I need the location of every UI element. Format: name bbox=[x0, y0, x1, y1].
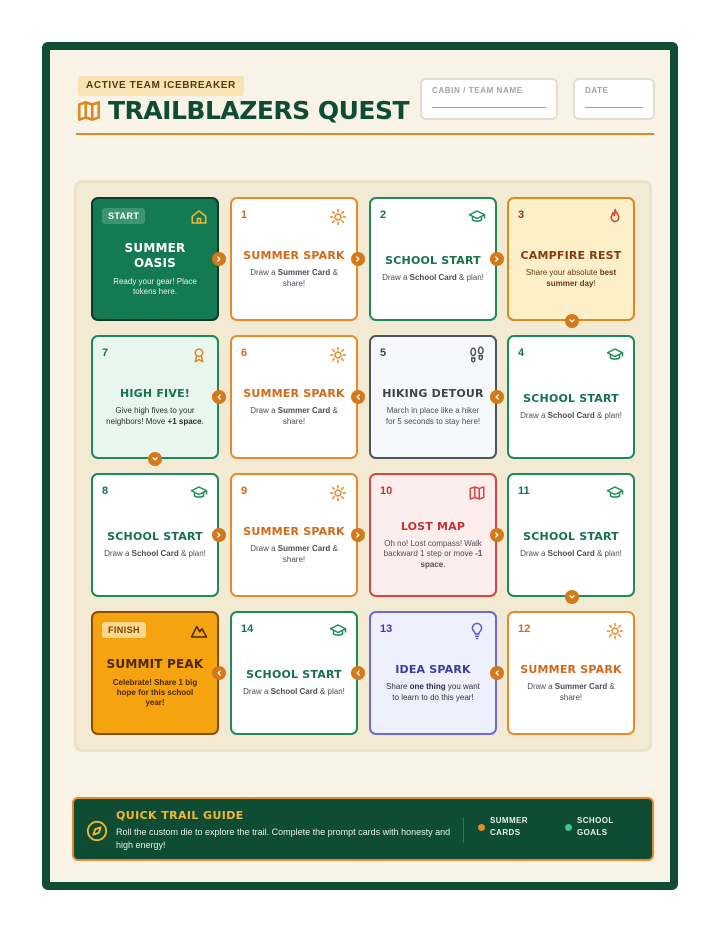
space-desc: Oh no! Lost compass! Walk backward 1 step or move -1 space. bbox=[383, 539, 483, 569]
team-name-field[interactable] bbox=[420, 78, 558, 120]
team-name-line bbox=[432, 107, 546, 108]
space-number: 10 bbox=[380, 485, 393, 497]
space-number: 4 bbox=[518, 347, 525, 359]
chevron-right-icon bbox=[212, 252, 226, 266]
space-11[interactable] bbox=[507, 473, 635, 597]
team-name-label: CABIN / TEAM NAME bbox=[432, 86, 523, 95]
space-desc: Draw a Summer Card & share! bbox=[527, 682, 615, 702]
title-row bbox=[76, 96, 409, 125]
legend-dot-orange bbox=[478, 824, 485, 831]
space-desc: Share one thing you want to learn to do this year! bbox=[386, 682, 480, 702]
space-finish[interactable] bbox=[91, 611, 219, 735]
graduation-cap-icon bbox=[329, 622, 347, 640]
space-desc: Give high fives to your neighbors! Move +1 space. bbox=[106, 406, 204, 426]
date-line bbox=[585, 107, 643, 108]
sun-icon bbox=[329, 346, 347, 364]
date-label: DATE bbox=[585, 86, 609, 95]
chevron-left-icon bbox=[212, 666, 226, 680]
page-title: TRAILBLAZERS QUEST bbox=[108, 96, 410, 125]
space-number: 12 bbox=[518, 623, 531, 635]
chevron-right-icon bbox=[490, 252, 504, 266]
space-14[interactable] bbox=[230, 611, 358, 735]
space-number: 6 bbox=[241, 347, 248, 359]
header-tag: ACTIVE TEAM ICEBREAKER bbox=[78, 76, 244, 96]
map-icon bbox=[468, 484, 486, 502]
legend-school-goals bbox=[565, 815, 629, 840]
space-desc: Draw a Summer Card & share! bbox=[250, 406, 338, 426]
graduation-cap-icon bbox=[606, 484, 624, 502]
graduation-cap-icon bbox=[606, 346, 624, 364]
chevron-down-icon bbox=[565, 314, 579, 328]
chevron-left-icon bbox=[212, 390, 226, 404]
space-number: 2 bbox=[380, 209, 387, 221]
space-title: SCHOOL START bbox=[107, 530, 203, 544]
chevron-left-icon bbox=[351, 666, 365, 680]
space-7[interactable] bbox=[91, 335, 219, 459]
space-number: 14 bbox=[241, 623, 254, 635]
sun-icon bbox=[329, 484, 347, 502]
space-title: HIGH FIVE! bbox=[119, 386, 190, 400]
space-8[interactable] bbox=[91, 473, 219, 597]
space-number: 11 bbox=[518, 485, 530, 497]
space-start[interactable] bbox=[91, 197, 219, 321]
chevron-right-icon bbox=[490, 528, 504, 542]
space-title: CAMPFIRE REST bbox=[520, 248, 622, 262]
chevron-down-icon bbox=[565, 590, 579, 604]
space-desc: Draw a School Card & plan! bbox=[520, 549, 622, 559]
map-icon bbox=[76, 98, 102, 124]
guide-text: Roll the custom die to explore the trail. Complete the prompt cards with honesty and high energy! bbox=[116, 827, 451, 850]
space-title: LOST MAP bbox=[400, 519, 466, 533]
space-desc: Share your absolute best summer day! bbox=[525, 268, 617, 288]
legend-label: SUMMER CARDS bbox=[490, 816, 528, 838]
lightbulb-icon bbox=[468, 622, 486, 640]
space-desc: Draw a Summer Card & share! bbox=[250, 268, 338, 288]
space-2[interactable] bbox=[369, 197, 497, 321]
space-number: 1 bbox=[241, 209, 248, 221]
space-number: 7 bbox=[102, 347, 109, 359]
compass-icon bbox=[86, 820, 108, 842]
space-10[interactable] bbox=[369, 473, 497, 597]
space-title: SUMMER SPARK bbox=[243, 248, 345, 262]
space-number: 13 bbox=[380, 623, 393, 635]
space-desc: Draw a School Card & plan! bbox=[520, 411, 622, 421]
space-title: SUMMIT PEAK bbox=[106, 657, 204, 672]
space-title: SCHOOL START bbox=[246, 668, 342, 682]
chevron-left-icon bbox=[490, 666, 504, 680]
space-title: HIKING DETOUR bbox=[382, 386, 484, 400]
award-icon bbox=[190, 346, 208, 364]
space-title: IDEA SPARK bbox=[395, 662, 471, 676]
game-board bbox=[74, 180, 652, 752]
space-desc: Ready your gear! Place tokens here. bbox=[113, 276, 197, 297]
space-desc: Celebrate! Share 1 big hope for this school year! bbox=[112, 677, 198, 708]
chevron-down-icon bbox=[148, 452, 162, 466]
start-badge: START bbox=[102, 208, 145, 224]
finish-badge: FINISH bbox=[102, 622, 146, 638]
space-number: 8 bbox=[102, 485, 109, 497]
space-1[interactable] bbox=[230, 197, 358, 321]
space-title: SCHOOL START bbox=[523, 530, 619, 544]
chevron-left-icon bbox=[490, 390, 504, 404]
space-12[interactable] bbox=[507, 611, 635, 735]
quick-trail-guide bbox=[72, 797, 654, 861]
guide-title: QUICK TRAIL GUIDE bbox=[116, 809, 244, 822]
date-field[interactable] bbox=[573, 78, 655, 120]
chevron-right-icon bbox=[351, 252, 365, 266]
space-13[interactable] bbox=[369, 611, 497, 735]
space-title: SUMMER SPARK bbox=[243, 524, 345, 538]
footprints-icon bbox=[468, 346, 486, 364]
space-4[interactable] bbox=[507, 335, 635, 459]
space-title: SUMMER OASIS bbox=[124, 240, 186, 271]
space-desc: Draw a School Card & plan! bbox=[243, 687, 345, 697]
space-number: 5 bbox=[380, 347, 387, 359]
space-title: SUMMER SPARK bbox=[243, 386, 345, 400]
space-number: 9 bbox=[241, 485, 248, 497]
space-desc: Draw a Summer Card & share! bbox=[250, 544, 338, 564]
title-divider bbox=[76, 133, 654, 135]
space-title: SCHOOL START bbox=[523, 392, 619, 406]
legend-label: SCHOOL GOALS bbox=[577, 816, 614, 838]
page-frame bbox=[42, 42, 678, 890]
space-title: SCHOOL START bbox=[385, 254, 481, 268]
sun-icon bbox=[606, 622, 624, 640]
space-number: 3 bbox=[518, 209, 525, 221]
space-desc: Draw a School Card & plan! bbox=[104, 549, 206, 559]
space-6[interactable] bbox=[230, 335, 358, 459]
space-title: SUMMER SPARK bbox=[520, 662, 622, 676]
legend-dot-green bbox=[565, 824, 572, 831]
flame-icon bbox=[606, 208, 624, 226]
chevron-right-icon bbox=[351, 528, 365, 542]
space-9[interactable] bbox=[230, 473, 358, 597]
guide-divider bbox=[463, 817, 464, 843]
space-5[interactable] bbox=[369, 335, 497, 459]
space-desc: March in place like a hiker for 5 seconds to stay here! bbox=[385, 406, 481, 426]
graduation-cap-icon bbox=[190, 484, 208, 502]
graduation-cap-icon bbox=[468, 208, 486, 226]
home-icon bbox=[190, 208, 208, 226]
chevron-right-icon bbox=[212, 528, 226, 542]
mountain-icon bbox=[190, 622, 208, 640]
chevron-left-icon bbox=[351, 390, 365, 404]
space-3[interactable] bbox=[507, 197, 635, 321]
sun-icon bbox=[329, 208, 347, 226]
space-desc: Draw a School Card & plan! bbox=[382, 273, 484, 283]
legend-summer-cards bbox=[478, 815, 542, 840]
